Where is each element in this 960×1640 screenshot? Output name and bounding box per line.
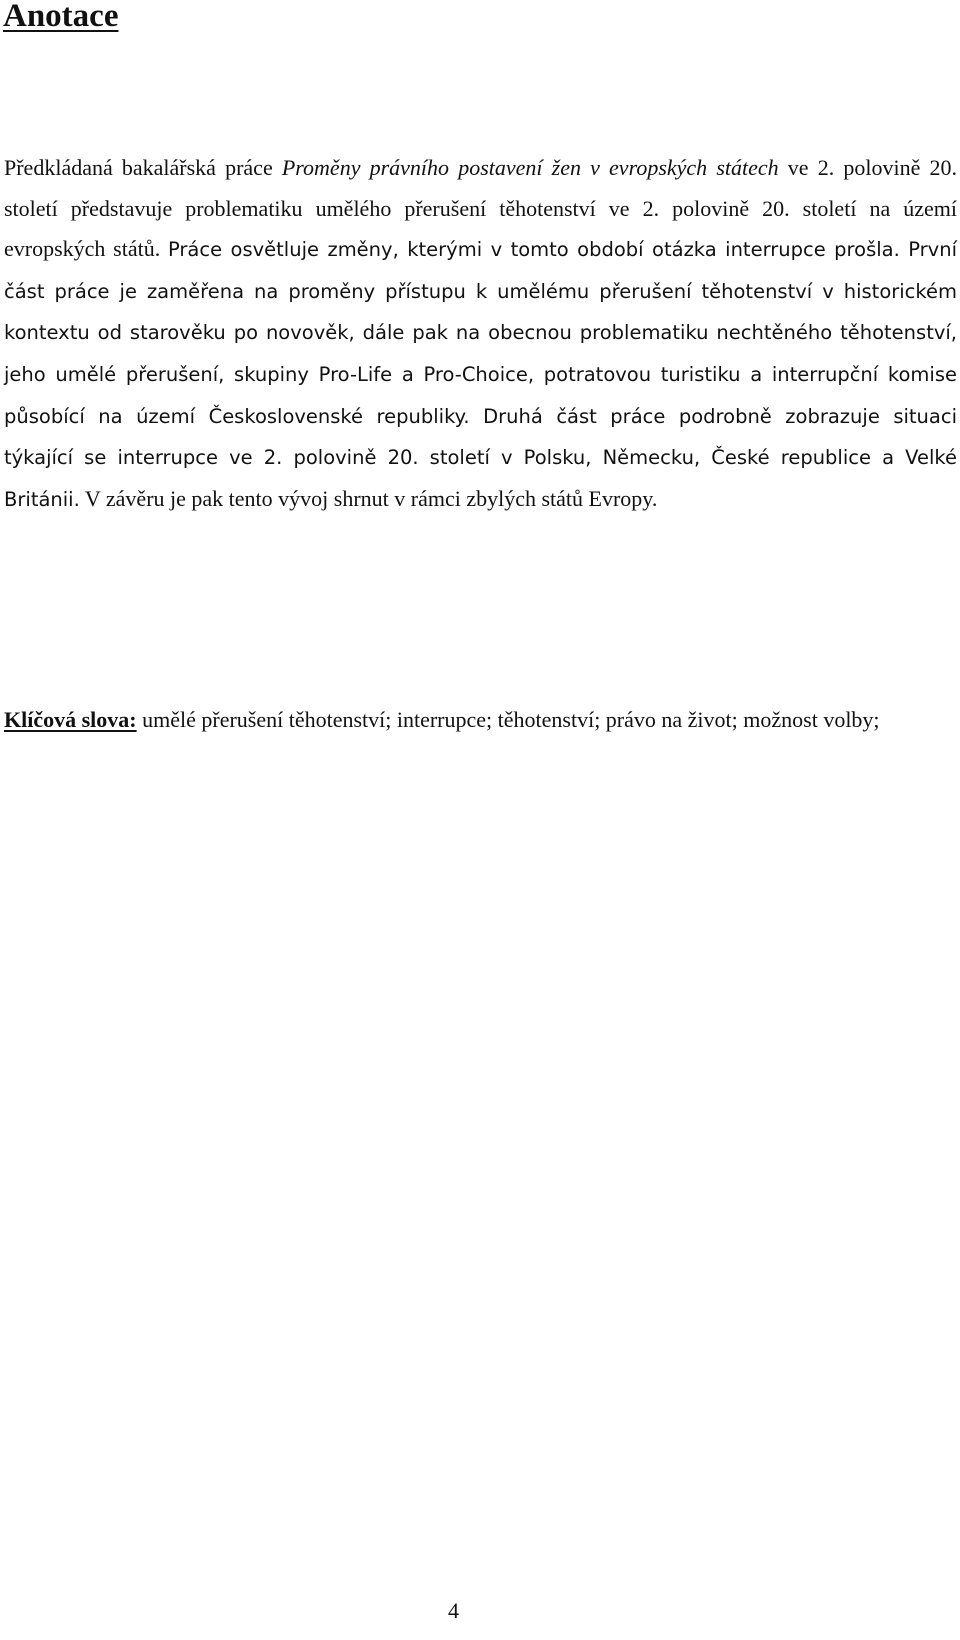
page-number: 4 — [448, 1598, 459, 1623]
abstract-paragraph — [4, 148, 957, 520]
abstract-body: Práce osvětluje změny, kterými v tomto období otázka interrupce prošla. První část práce je zaměřena na proměny přístupu k umělému přerušení těhotenství v historickém kontextu od starověku po novověk, dále pak na obecnou problematiku nechtěného těhotenství, jeho umělé přerušení, skupiny Pro-Life a Pro-Choice, potratovou turistiku a interrupční komise působící na území Československé republiky. Druhá část práce podrobně zobrazuje situaci týkající se interrupce ve 2. polovině 20. století v Polsku, Německu, České republice a Velké Británii. — [4, 238, 958, 511]
abstract-intro: Předkládaná bakalářská práce — [4, 155, 282, 180]
keywords-text: umělé přerušení těhotenství; interrupce; těhotenství; právo na život; možnost volby; — [136, 707, 880, 732]
abstract-text: ve 2. polovině 20. století představuje problematiku umělého přerušení těhotenství ve 2. polovině 20. století na území evropských států. — [4, 155, 957, 262]
abstract-conclusion: V závěru je pak tento vývoj shrnut v rámci zbylých států Evropy. — [79, 485, 658, 511]
page-heading: Anotace — [3, 0, 119, 34]
keywords-label: Klíčová slova: — [4, 707, 137, 732]
keywords-paragraph — [4, 700, 957, 741]
thesis-title: Proměny právního postavení žen v evropských státech — [281, 155, 779, 180]
